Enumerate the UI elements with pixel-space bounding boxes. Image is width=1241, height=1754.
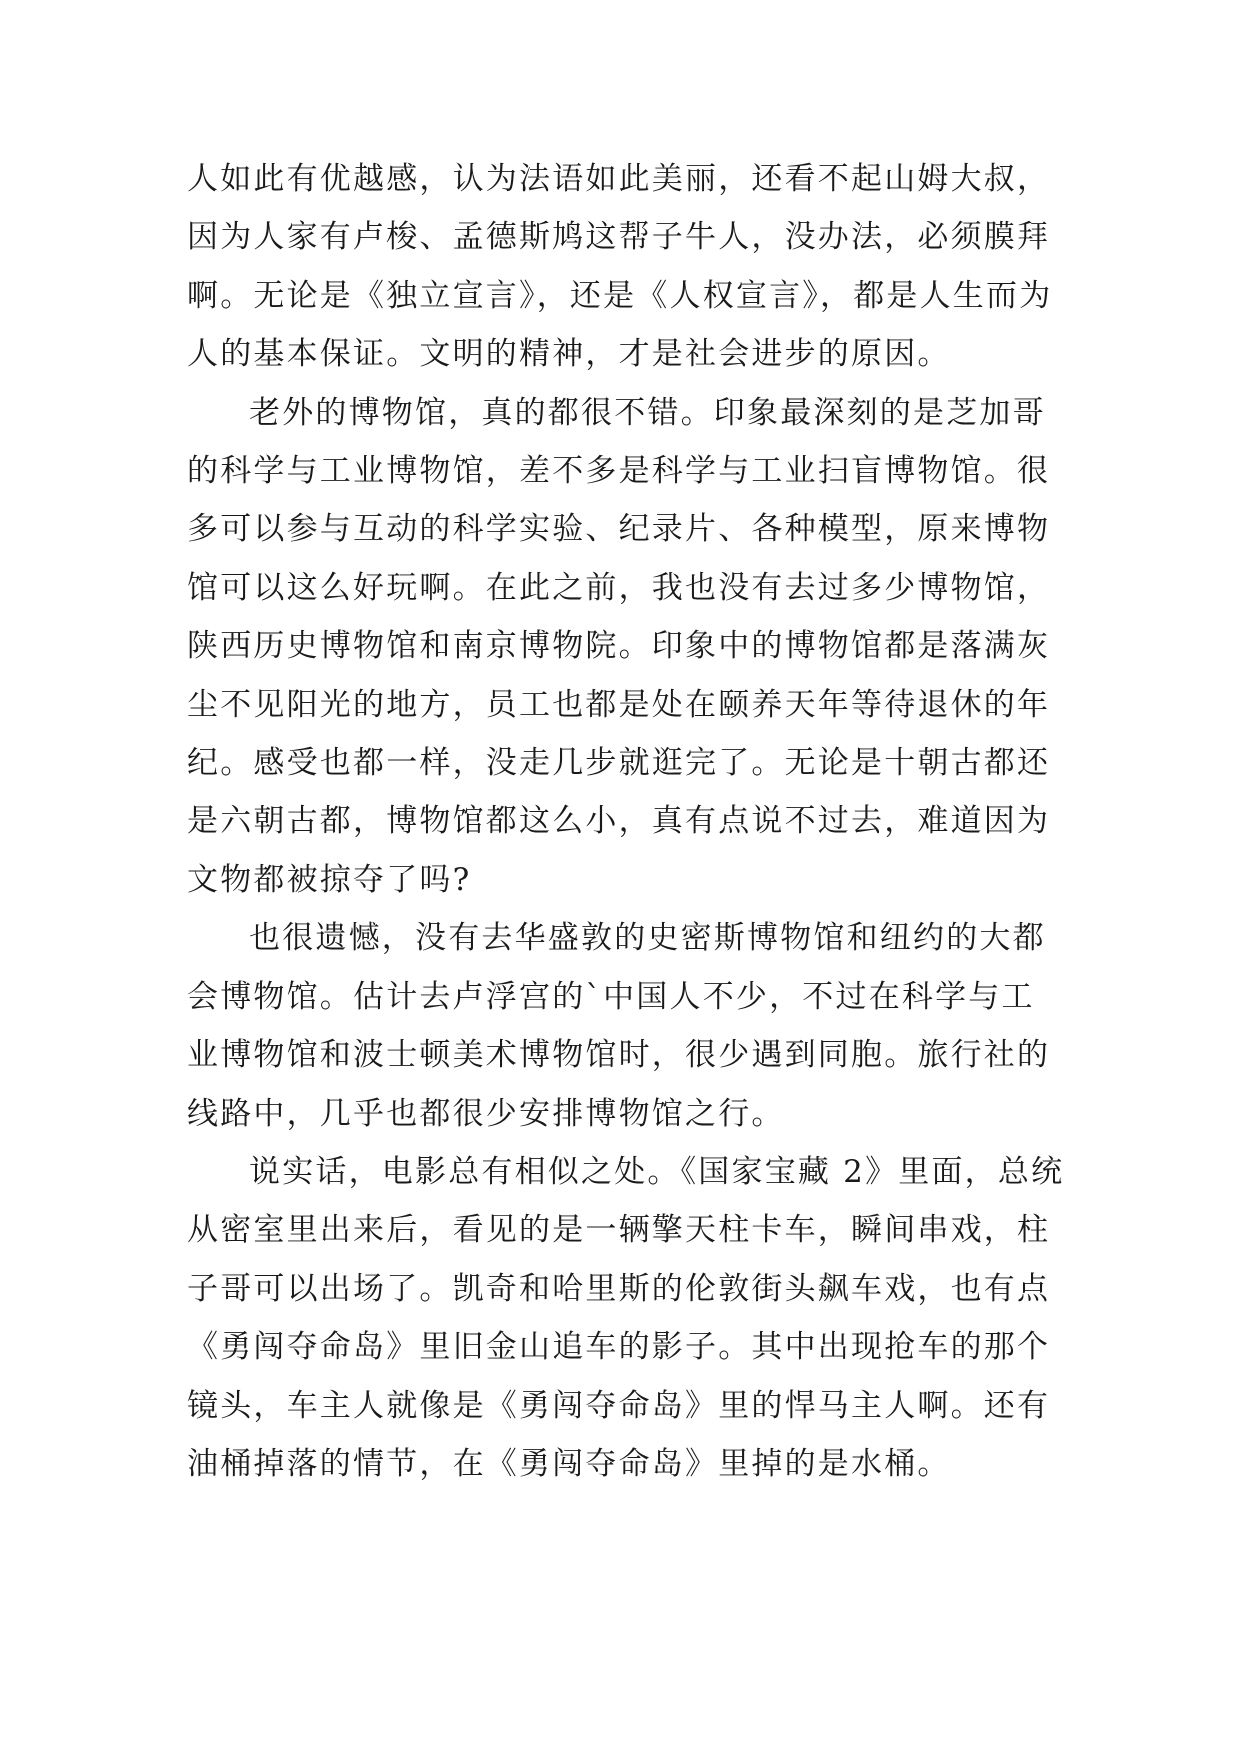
text-line: 油桶掉落的情节，在《勇闯夺命岛》里掉的是水桶。 <box>187 1445 951 1482</box>
text-line: 啊。无论是《独立宣言》，还是《人权宣言》，都是人生而为 <box>187 277 1053 314</box>
text-line: 线路中，几乎也都很少安排博物馆之行。 <box>187 1095 785 1132</box>
text-line: 是六朝古都，博物馆都这么小，真有点说不过去，难道因为 <box>187 803 1051 840</box>
text-line: 说实话，电影总有相似之处。《国家宝藏 2》里面，总统 <box>249 1153 1065 1190</box>
text-line: 从密室里出来后，看见的是一辆擎天柱卡车，瞬间串戏，柱 <box>187 1212 1051 1249</box>
text-line: 会博物馆。估计去卢浮宫的`中国人不少，不过在科学与工 <box>187 978 1035 1015</box>
text-line: 老外的博物馆，真的都很不错。印象最深刻的是芝加哥 <box>249 394 1046 431</box>
text-line: 尘不见阳光的地方，员工也都是处在颐养天年等待退休的年 <box>187 686 1051 723</box>
text-line: 馆可以这么好玩啊。在此之前，我也没有去过多少博物馆， <box>187 569 1051 606</box>
text-line: 人如此有优越感，认为法语如此美丽，还看不起山姆大叔， <box>187 161 1051 197</box>
text-line: 文物都被掠夺了吗? <box>187 861 472 898</box>
text-line: 业博物馆和波士顿美术博物馆时，很少遇到同胞。旅行社的 <box>187 1037 1051 1074</box>
paragraph-1 <box>187 150 1057 384</box>
text-line: 镜头，车主人就像是《勇闯夺命岛》里的悍马主人啊。还有 <box>187 1387 1051 1424</box>
paragraph-4 <box>187 1143 1065 1493</box>
text-line: 陕西历史博物馆和南京博物院。印象中的博物馆都是落满灰 <box>187 628 1051 665</box>
text-line: 的科学与工业博物馆，差不多是科学与工业扫盲博物馆。很 <box>187 453 1051 490</box>
text-line: 也很遗憾，没有去华盛敦的史密斯博物馆和纽约的大都 <box>249 920 1046 957</box>
text-line: 人的基本保证。文明的精神，才是社会进步的原因。 <box>187 336 951 373</box>
text-line: 纪。感受也都一样，没走几步就逛完了。无论是十朝古都还 <box>187 745 1051 782</box>
text-line: 子哥可以出场了。凯奇和哈里斯的伦敦街头飙车戏，也有点 <box>187 1270 1051 1307</box>
body-text <box>187 150 1065 1493</box>
text-line: 《勇闯夺命岛》里旧金山追车的影子。其中出现抢车的那个 <box>187 1329 1051 1366</box>
text-line: 多可以参与互动的科学实验、纪录片、各种模型，原来博物 <box>187 511 1051 548</box>
paragraph-3 <box>187 909 1057 1143</box>
text-line: 因为人家有卢梭、孟德斯鸠这帮子牛人，没办法，必须膜拜 <box>187 219 1051 256</box>
paragraph-2 <box>187 384 1057 910</box>
